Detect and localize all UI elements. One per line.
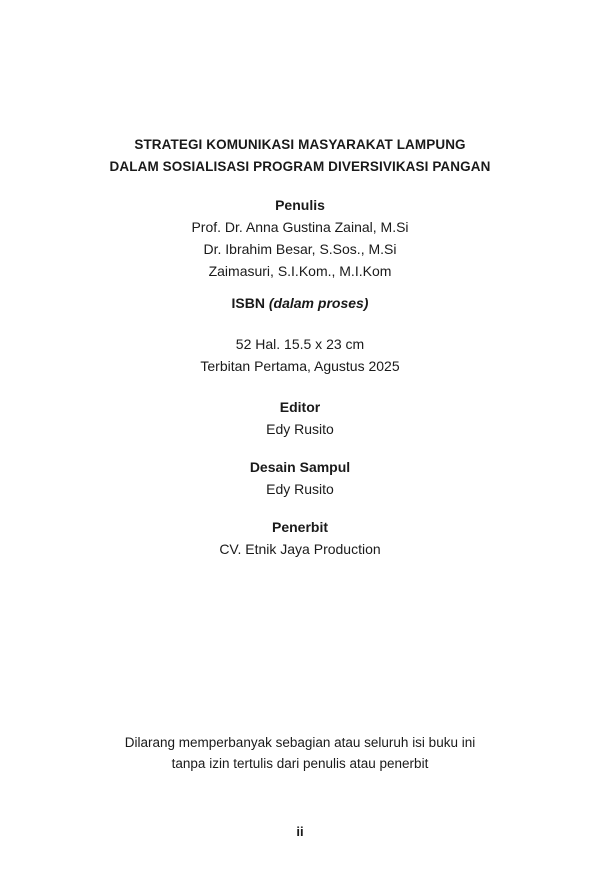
book-title-line-2: DALAM SOSIALISASI PROGRAM DIVERSIVIKASI PANGAN <box>109 159 491 174</box>
author-name-1: Prof. Dr. Anna Gustina Zainal, M.Si <box>191 219 409 235</box>
editor-section <box>0 396 600 440</box>
copyright-notice-line-2: tanpa izin tertulis dari penulis atau penerbit <box>171 756 429 771</box>
copyright-notice <box>0 732 600 774</box>
isbn-line <box>0 292 600 314</box>
book-specs <box>0 333 600 377</box>
publisher-heading: Penerbit <box>271 519 328 535</box>
edition: Terbitan Pertama, Agustus 2025 <box>200 358 400 374</box>
page-number: ii <box>296 824 304 839</box>
editor-name: Edy Rusito <box>266 421 334 437</box>
editor-heading: Editor <box>279 399 321 415</box>
isbn-label: ISBN <box>231 295 265 311</box>
cover-design-section <box>0 456 600 500</box>
book-title <box>0 134 600 178</box>
author-name-2: Dr. Ibrahim Besar, S.Sos., M.Si <box>203 241 397 257</box>
pages-size: 52 Hal. 15.5 x 23 cm <box>235 336 365 352</box>
authors-section <box>0 194 600 282</box>
cover-designer-name: Edy Rusito <box>266 481 334 497</box>
publisher-name: CV. Etnik Jaya Production <box>219 541 381 557</box>
book-title-line-1: STRATEGI KOMUNIKASI MASYARAKAT LAMPUNG <box>134 137 466 152</box>
authors-heading: Penulis <box>275 197 325 213</box>
author-name-3: Zaimasuri, S.I.Kom., M.I.Kom <box>208 263 392 279</box>
isbn-status: (dalam proses) <box>268 295 369 311</box>
cover-design-heading: Desain Sampul <box>249 459 351 475</box>
publisher-section <box>0 516 600 560</box>
copyright-notice-line-1: Dilarang memperbanyak sebagian atau seluruh isi buku ini <box>124 735 476 750</box>
